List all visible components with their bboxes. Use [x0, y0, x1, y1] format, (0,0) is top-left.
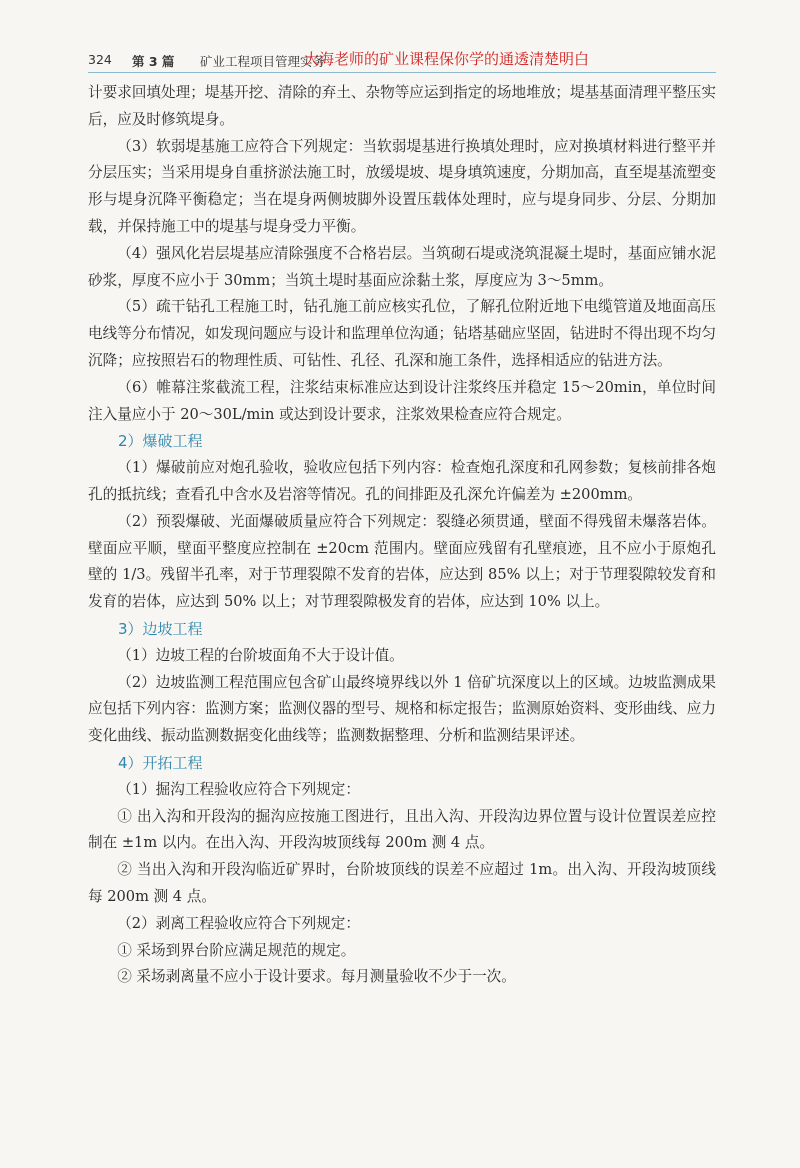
body-paragraph: （5）疏干钻孔工程施工时，钻孔施工前应核实孔位，了解孔位附近地下电缆管道及地面高压电线等分布情况，如发现问题应与设计和监理单位沟通；钻塔基础应坚固，钻进时不得出现不均匀沉降；应按照岩石的物理性质、可钻性、孔径、孔深和施工条件，选择相适应的钻进方法。	[88, 298, 716, 369]
body-paragraph: ① 采场到界台阶应满足规范的规定。	[117, 941, 356, 959]
body-paragraph: （1）边坡工程的台阶坡面角不大于设计值。	[117, 646, 404, 664]
body-paragraph: （3）软弱堤基施工应符合下列规定：当软弱堤基进行换填处理时，应对换填材料进行整平并分层压实；当采用堤身自重挤淤法施工时，放缓堤坡、堤身填筑速度，分期加高，直至堤基流塑变形与堤身沉降平衡稳定；当在堤身两侧坡脚外设置压载体处理时，应与堤身同步、分层、分期加载，并保持施工中的堤基与堤身受力平衡。	[88, 137, 716, 235]
page-number: 324	[88, 52, 112, 67]
body-paragraph: ② 采场剥离量不应小于设计要求。每月测量验收不少于一次。	[117, 968, 516, 986]
chapter-title: 矿业工程项目管理实务	[200, 54, 326, 69]
section-heading: 2）爆破工程	[118, 432, 203, 451]
page-header	[88, 48, 718, 72]
body-paragraph: （1）爆破前应对炮孔验收，验收应包括下列内容：检查炮孔深度和孔网参数；复核前排各炮孔的抵抗线；查看孔中含水及岩溶等情况。孔的间排距及孔深允许偏差为 ±200mm。	[88, 459, 716, 503]
body-paragraph: ① 出入沟和开段沟的掘沟应按施工图进行，且出入沟、开段沟边界位置与设计位置误差应控制在 ±1m 以内。在出入沟、开段沟坡顶线每 200m 测 4 点。	[88, 807, 716, 852]
body-paragraph: （4）强风化岩层堤基应清除强度不合格岩层。当筑砌石堤或浇筑混凝土堤时，基面应铺水泥砂浆，厚度不应小于 30mm；当筑土堤时基面应涂黏土浆，厚度应为 3～5mm。	[88, 244, 716, 289]
body-paragraph: （2）边坡监测工程范围应包含矿山最终境界线以外 1 倍矿坑深度以上的区域。边坡监测成果应包括下列内容：监测方案；监测仪器的型号、规格和标定报告；监测原始资料、变形曲线、应力变化曲线、振动监测数据变化曲线等；监测数据整理、分析和监测结果评述。	[88, 673, 716, 745]
header-divider	[88, 72, 716, 73]
part-label: 第 3 篇	[132, 54, 175, 69]
section-heading: 4）开拓工程	[118, 753, 203, 772]
body-paragraph: （2）剥离工程验收应符合下列规定：	[117, 914, 360, 932]
page-body	[88, 80, 716, 991]
body-paragraph: 计要求回填处理；堤基开挖、清除的弃土、杂物等应运到指定的场地堆放；堤基基面清理平整压实后，应及时修筑堤身。	[88, 84, 716, 128]
body-paragraph: （2）预裂爆破、光面爆破质量应符合下列规定：裂缝必须贯通，壁面不得残留未爆落岩体。壁面应平顺，壁面平整度应控制在 ±20cm 范围内。壁面应残留有孔壁痕迹，且不应小于原炮孔壁的 1/3。残留半孔率，对于节理裂隙不发育的岩体，应达到 85% 以上；对于节理裂隙较发育和发育的岩体，应达到 50% 以上；对节理裂隙极发育的岩体，应达到 10% 以上。	[88, 512, 716, 611]
watermark-text: 大海老师的矿业课程保你学的通透清楚明白	[304, 50, 590, 68]
body-paragraph: （6）帷幕注浆截流工程，注浆结束标准应达到设计注浆终压并稳定 15～20min，单位时间注入量应小于 20～30L/min 或达到设计要求，注浆效果检查应符合规定。	[88, 378, 716, 423]
body-paragraph: （1）掘沟工程验收应符合下列规定：	[117, 780, 360, 798]
body-paragraph: ② 当出入沟和开段沟临近矿界时，台阶坡顶线的误差不应超过 1m。出入沟、开段沟坡顶线每 200m 测 4 点。	[88, 861, 716, 905]
section-heading: 3）边坡工程	[118, 619, 203, 638]
